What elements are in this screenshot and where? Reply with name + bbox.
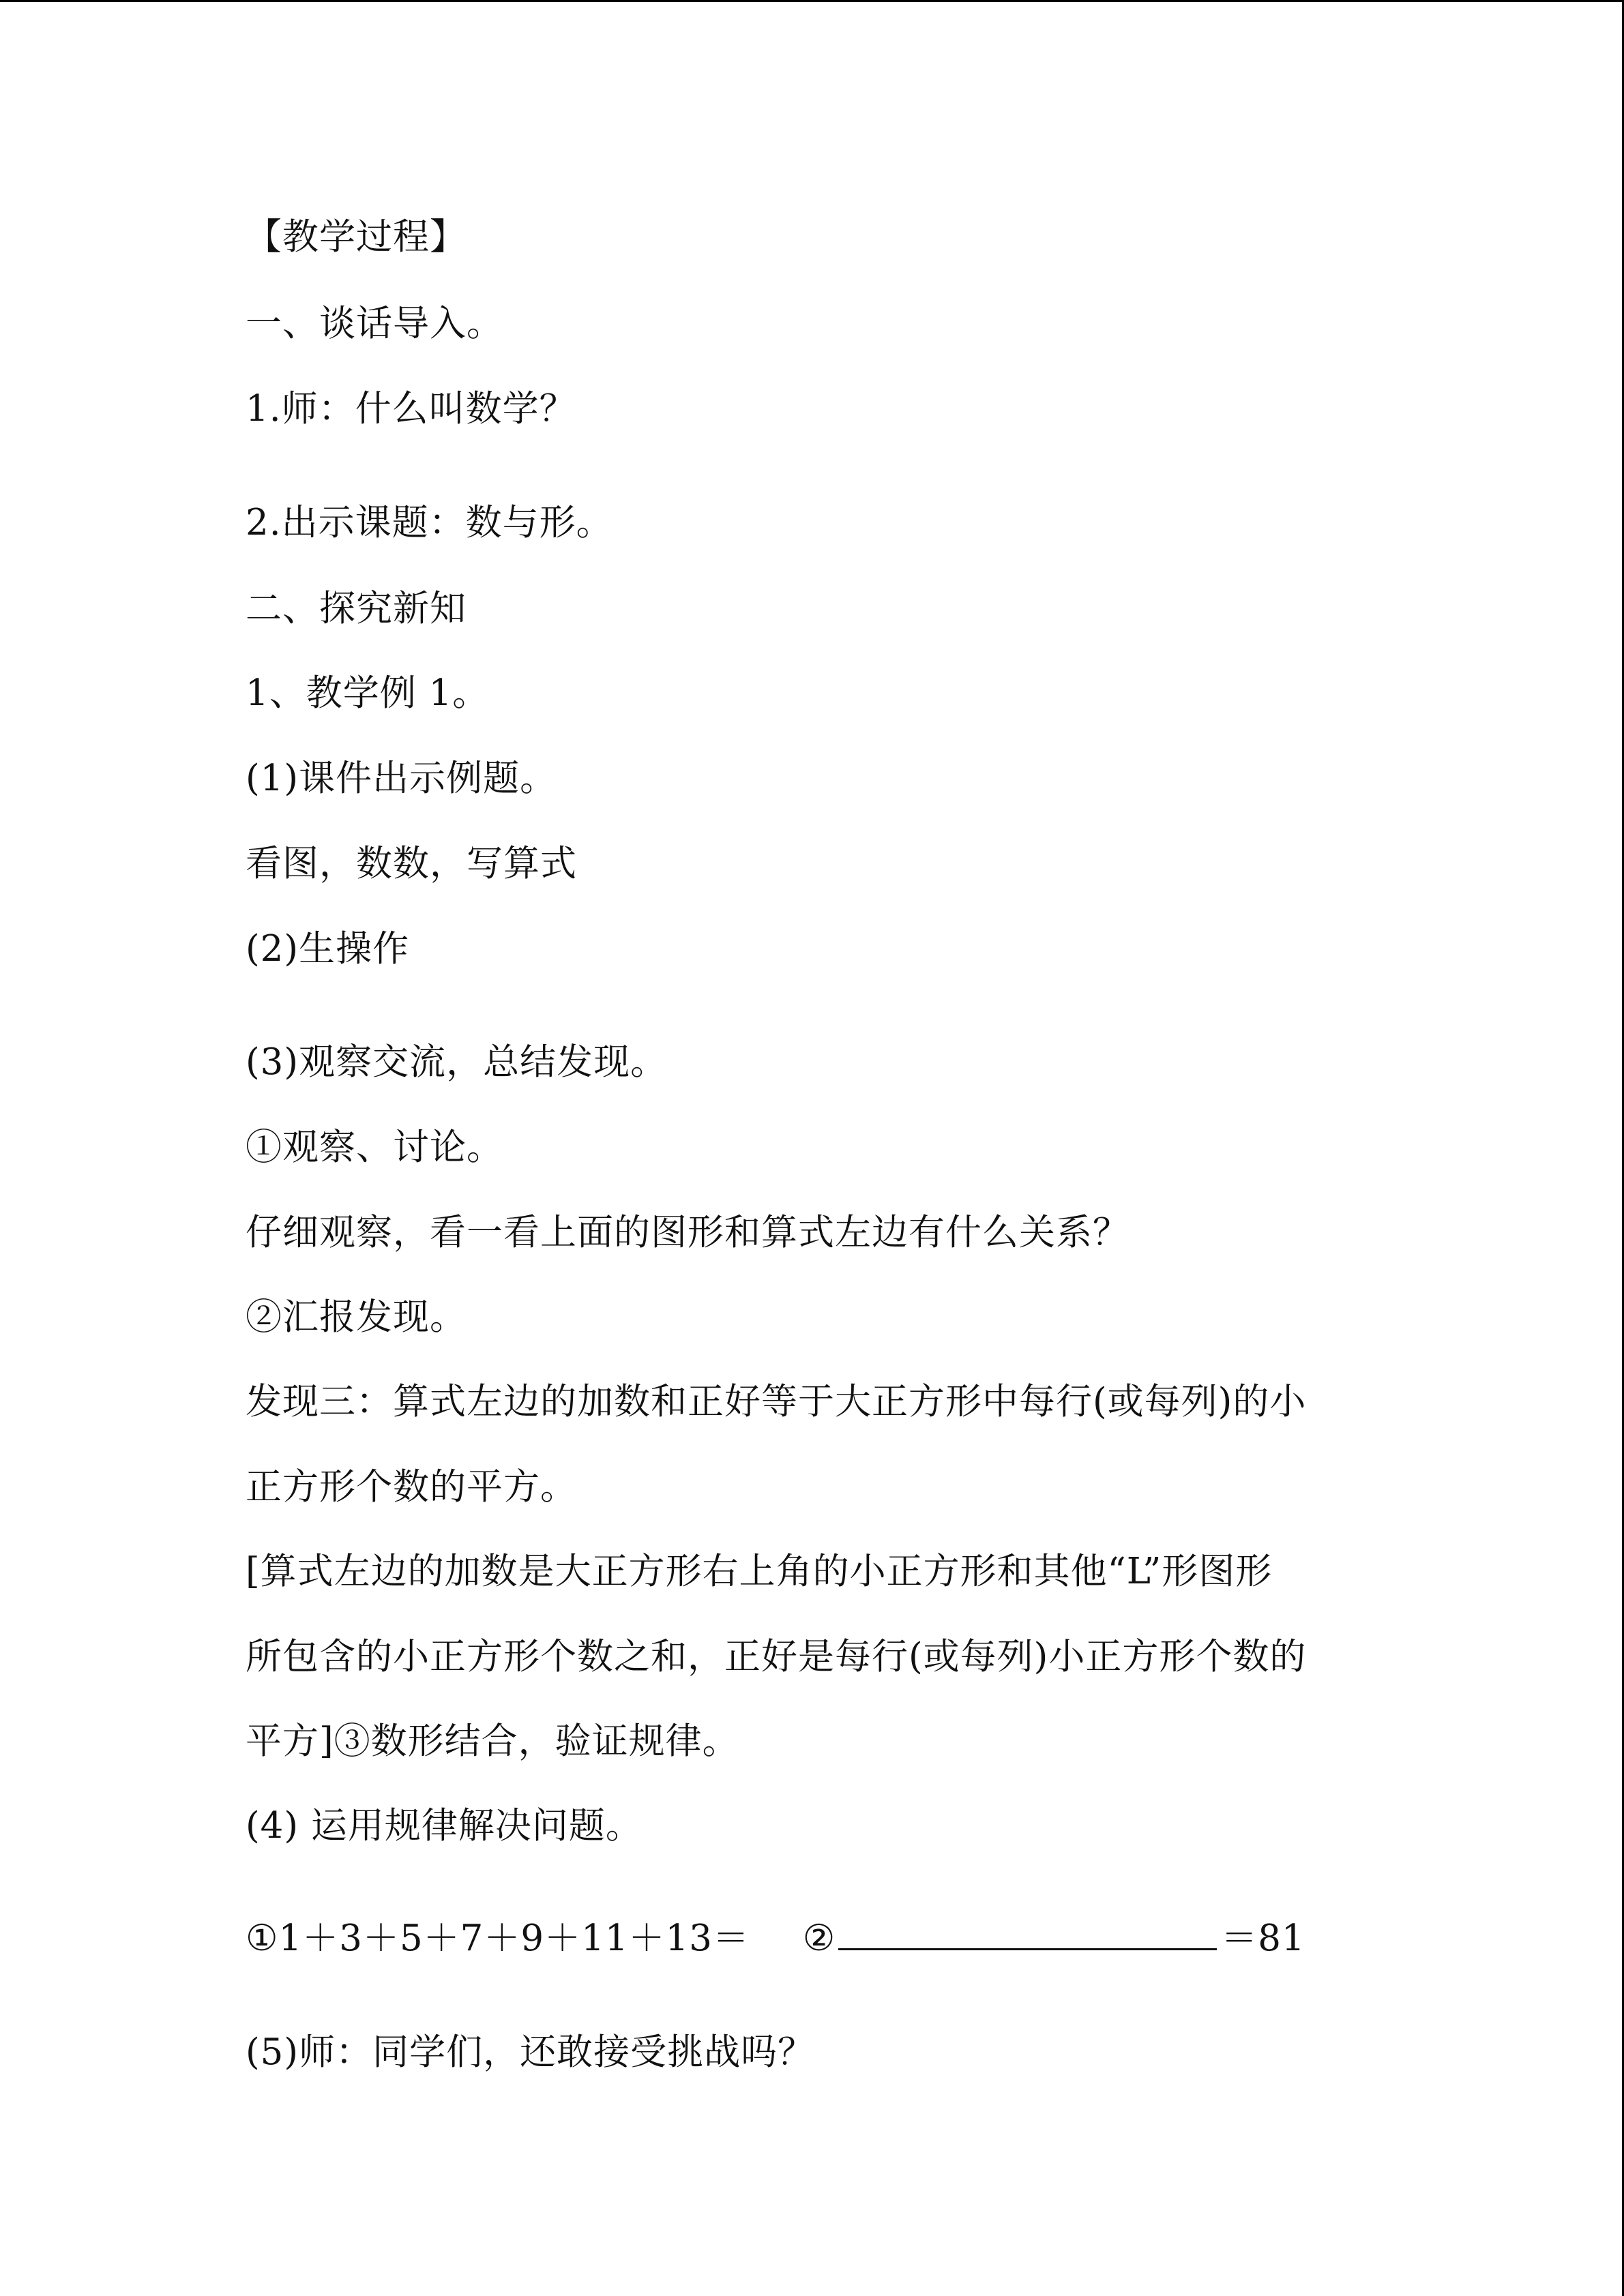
exercise-part2-label: ② [802, 1918, 836, 1959]
paragraph-observe-discuss: ①观察、讨论。 [246, 1127, 503, 1168]
paragraph-step-5: (5)师：同学们，还敢接受挑战吗？ [246, 2031, 815, 2073]
paragraph-example-1: 1、教学例 1。 [246, 672, 490, 714]
paragraph-report-findings: ②汇报发现。 [246, 1296, 467, 1338]
paragraph-explanation-line1: [算式左边的加数是大正方形右上角的小正方形和其他“L”形图形 [246, 1551, 1273, 1592]
paragraph-explanation-line2: 所包含的小正方形个数之和，正好是每行(或每列)小正方形个数的 [246, 1636, 1307, 1678]
paragraph-teacher-question: 1.师：什么叫数学？ [246, 388, 576, 430]
answer-blank [838, 1917, 1217, 1950]
paragraph-observe-question: 仔细观察，看一看上面的图形和算式左边有什么关系？ [246, 1212, 1130, 1253]
paragraph-step-3: (3)观察交流，总结发现。 [246, 1041, 668, 1083]
heading-explore-new-knowledge: 二、探究新知 [246, 588, 467, 629]
section-heading-teaching-process: 【教学过程】 [246, 216, 467, 258]
heading-introduction: 一、谈话导入。 [246, 303, 503, 344]
exercise-part2-result: ＝81 [1221, 1918, 1305, 1959]
paragraph-finding-three-line2: 正方形个数的平方。 [246, 1466, 577, 1508]
exercise-part1: ①1＋3＋5＋7＋9＋11＋13＝ [246, 1918, 750, 1959]
paragraph-look-count-write: 看图，数数，写算式 [246, 843, 577, 884]
paragraph-step-4: (4) 运用规律解决问题。 [246, 1805, 643, 1847]
exercise-line [246, 1915, 1305, 1963]
paragraph-finding-three-line1: 发现三：算式左边的加数和正好等于大正方形中每行(或每列)的小 [246, 1381, 1307, 1422]
page-border-top [0, 0, 1624, 2]
paragraph-show-topic: 2.出示课题：数与形。 [246, 502, 613, 543]
paragraph-step-1: (1)课件出示例题。 [246, 758, 557, 799]
paragraph-explanation-line3: 平方]③数形结合，验证规律。 [246, 1720, 739, 1762]
paragraph-step-2: (2)生操作 [246, 928, 410, 970]
